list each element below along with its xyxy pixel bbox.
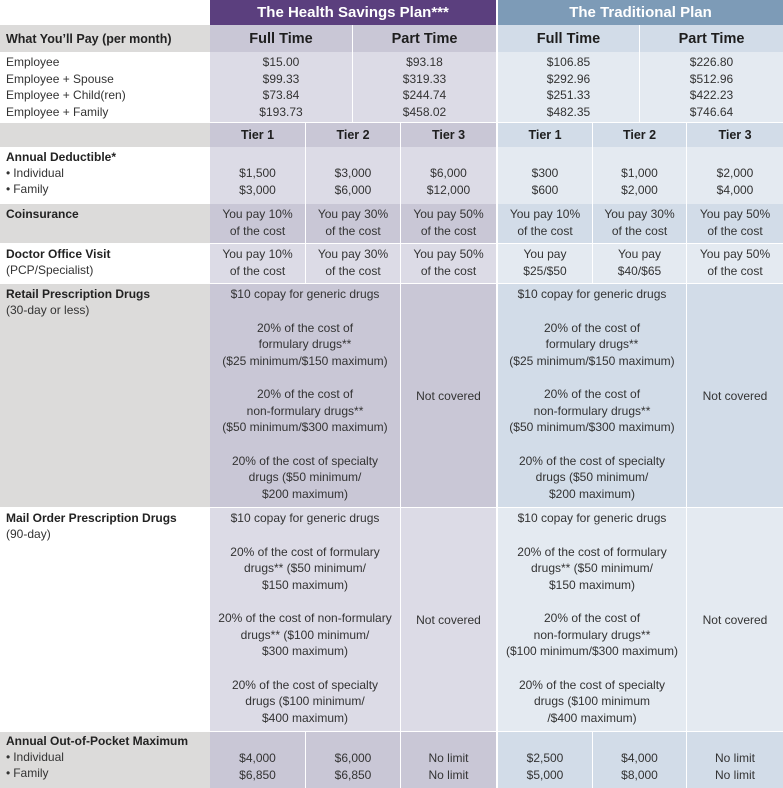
trad-part-time-header: Part Time — [640, 25, 783, 52]
rate-value: $319.33 — [402, 71, 447, 86]
mail-order-row — [0, 508, 783, 731]
mail-generic: $10 copay for generic drugs — [517, 511, 667, 525]
doctor-value: You pay 30% — [317, 247, 389, 261]
mail-nonformulary: 20% of the cost of — [543, 611, 641, 625]
retail-formulary: 20% of the cost of — [543, 320, 641, 335]
not-covered: Not covered — [702, 612, 768, 627]
oop-value: No limit — [428, 767, 469, 782]
mail-generic: $10 copay for generic drugs — [230, 511, 380, 525]
doctor-value: You pay — [523, 247, 567, 261]
doctor-value: You pay 10% — [222, 247, 293, 261]
deductible-value: $6,000 — [334, 182, 372, 197]
pay-row-label: Employee + Family — [6, 104, 109, 119]
traditional-plan-title: The Traditional Plan — [498, 0, 783, 25]
retail-formulary: 20% of the cost of — [256, 320, 354, 335]
deductible-value: $1,500 — [239, 166, 276, 180]
doctor-visit-sub: (PCP/Specialist) — [6, 263, 94, 277]
deductible-title: Annual Deductible* — [6, 150, 117, 164]
mail-specialty: 20% of the cost of specialty — [518, 677, 666, 692]
rate-value: $244.74 — [402, 88, 447, 102]
not-covered: Not covered — [416, 388, 481, 403]
not-covered: Not covered — [416, 612, 481, 627]
oop-value: $8,000 — [621, 767, 658, 782]
retail-specialty: 20% of the cost of specialty — [231, 453, 379, 468]
mail-specialty: /$400 maximum) — [547, 710, 637, 725]
mail-specialty: drugs ($100 minimum — [533, 694, 651, 708]
oop-value: $6,850 — [239, 767, 276, 782]
mail-title: Mail Order Prescription Drugs — [6, 511, 177, 525]
individual-label: • Individual — [6, 165, 210, 181]
retail-specialty: $200 maximum) — [548, 486, 636, 501]
coinsurance-value: of the cost — [229, 223, 286, 238]
pay-values-row — [0, 52, 783, 122]
deductible-value: $600 — [531, 182, 559, 197]
deductible-value: $2,000 — [621, 182, 658, 197]
retail-generic: $10 copay for generic drugs — [517, 287, 667, 301]
coinsurance-value: of the cost — [517, 223, 573, 238]
doctor-value: You pay — [618, 247, 661, 261]
retail-specialty: 20% of the cost of specialty — [518, 453, 666, 468]
mail-nonformulary: ($100 minimum/$300 maximum) — [505, 644, 679, 658]
rate-value: $15.00 — [262, 55, 300, 69]
doctor-value: of the cost — [707, 263, 763, 278]
coinsurance-value: You pay 30% — [317, 207, 389, 221]
trad-full-time-header: Full Time — [498, 25, 640, 52]
retail-sub: (30-day or less) — [6, 303, 90, 317]
deductible-row — [0, 147, 783, 204]
rate-value: $106.85 — [546, 55, 591, 69]
tier-header-row — [0, 123, 783, 147]
trad-full-time-rates — [498, 52, 640, 122]
hsa-full-time-rates — [210, 52, 353, 122]
retail-specialty: drugs ($50 minimum/ — [535, 470, 649, 484]
coinsurance-value: You pay 50% — [413, 207, 484, 221]
deductible-value: $300 — [531, 166, 559, 180]
doctor-visit-row — [0, 244, 783, 283]
hsa-retail-tiers-1-2 — [210, 284, 401, 507]
rate-value: $226.80 — [689, 55, 734, 69]
mail-formulary: $150 maximum) — [261, 577, 349, 592]
tier-label: Tier 3 — [687, 123, 783, 147]
retail-nonformulary: ($50 minimum/$300 maximum) — [509, 420, 675, 434]
retail-formulary: formulary drugs** — [545, 337, 639, 351]
doctor-value: You pay 50% — [413, 247, 484, 261]
oop-value: No limit — [714, 751, 755, 765]
retail-formulary: formulary drugs** — [258, 337, 352, 351]
oop-value: $6,000 — [334, 751, 372, 765]
trad-mail-tiers-1-2 — [498, 508, 687, 731]
mail-nonformulary: drugs** ($100 minimum/ — [240, 627, 370, 642]
pay-header-row — [0, 25, 783, 52]
oop-title: Annual Out-of-Pocket Maximum — [6, 734, 189, 748]
doctor-value: of the cost — [420, 263, 477, 278]
mail-formulary: drugs** ($50 minimum/ — [530, 561, 654, 575]
retail-nonformulary: non-formulary drugs** — [533, 403, 651, 418]
tier-label: Tier 1 — [498, 123, 593, 147]
mail-formulary: $150 maximum) — [548, 577, 636, 592]
mail-nonformulary: non-formulary drugs** — [533, 627, 651, 642]
trad-part-time-rates — [640, 52, 783, 122]
coinsurance-value: of the cost — [707, 223, 763, 238]
coinsurance-value: of the cost — [420, 223, 477, 238]
retail-specialty: $200 maximum) — [261, 486, 349, 501]
retail-nonformulary: non-formulary drugs** — [246, 403, 364, 418]
tier-label: Tier 3 — [401, 123, 496, 147]
deductible-value: $4,000 — [716, 182, 754, 197]
mail-nonformulary: 20% of the cost of non-formulary — [218, 611, 392, 625]
doctor-value: of the cost — [325, 263, 381, 278]
oop-value: $6,850 — [334, 767, 372, 782]
coinsurance-value: You pay 10% — [222, 207, 293, 221]
oop-value: $4,000 — [239, 751, 276, 765]
deductible-value: $2,000 — [716, 166, 754, 180]
hsa-plan-title: The Health Savings Plan*** — [210, 0, 496, 25]
pay-label: What You’ll Pay (per month) — [0, 25, 210, 52]
retail-nonformulary: 20% of the cost of — [543, 387, 641, 401]
rate-value: $482.35 — [546, 104, 591, 119]
rate-value: $422.23 — [689, 88, 734, 102]
out-of-pocket-row — [0, 732, 783, 788]
coinsurance-value: of the cost — [611, 223, 668, 238]
mail-specialty: $400 maximum) — [261, 710, 349, 725]
family-label: • Family — [6, 765, 210, 781]
hsa-mail-tiers-1-2 — [210, 508, 401, 731]
rate-value: $458.02 — [402, 104, 447, 119]
hsa-part-time-rates — [353, 52, 496, 122]
rate-value: $251.33 — [546, 88, 591, 102]
doctor-value: of the cost — [229, 263, 286, 278]
rate-value: $73.84 — [262, 88, 300, 102]
deductible-value: $1,000 — [621, 166, 658, 180]
doctor-visit-title: Doctor Office Visit — [6, 247, 111, 261]
coinsurance-title: Coinsurance — [6, 207, 79, 221]
mail-nonformulary: $300 maximum) — [261, 644, 349, 658]
hsa-full-time-header: Full Time — [210, 25, 353, 52]
retail-nonformulary: 20% of the cost of — [256, 387, 354, 401]
pay-row-label: Employee + Child(ren) — [6, 88, 126, 102]
coinsurance-row — [0, 204, 783, 243]
rate-value: $93.18 — [406, 55, 443, 69]
mail-sub: (90-day) — [6, 527, 51, 541]
rate-value: $512.96 — [689, 71, 734, 86]
doctor-value: You pay 50% — [699, 247, 771, 261]
coinsurance-value: of the cost — [325, 223, 381, 238]
oop-value: $5,000 — [526, 767, 564, 782]
deductible-value: $6,000 — [430, 166, 467, 180]
pay-row-label: Employee + Spouse — [6, 71, 114, 86]
pay-row-label: Employee — [6, 55, 60, 69]
mail-formulary: drugs** ($50 minimum/ — [243, 561, 367, 575]
doctor-value: $40/$65 — [617, 263, 662, 278]
retail-generic: $10 copay for generic drugs — [230, 287, 380, 301]
oop-value: $4,000 — [621, 751, 658, 765]
deductible-value: $3,000 — [239, 182, 276, 197]
rate-value: $193.73 — [259, 104, 303, 119]
mail-formulary: 20% of the cost of formulary — [230, 544, 380, 559]
oop-value: No limit — [428, 751, 469, 765]
retail-specialty: drugs ($50 minimum/ — [248, 470, 362, 484]
retail-nonformulary: ($50 minimum/$300 maximum) — [222, 420, 388, 434]
mail-specialty: drugs ($100 minimum/ — [245, 694, 365, 708]
coinsurance-value: You pay 30% — [604, 207, 675, 221]
rate-value: $746.64 — [689, 104, 734, 119]
tier-label: Tier 2 — [593, 123, 687, 147]
retail-drugs-row — [0, 284, 783, 507]
trad-retail-tiers-1-2 — [498, 284, 687, 507]
coinsurance-value: You pay 50% — [699, 207, 771, 221]
tier-label: Tier 2 — [306, 123, 401, 147]
deductible-value: $12,000 — [426, 182, 471, 197]
doctor-value: $25/$50 — [523, 263, 567, 278]
mail-formulary: 20% of the cost of formulary — [517, 544, 667, 559]
retail-formulary: ($25 minimum/$150 maximum) — [222, 353, 388, 368]
not-covered: Not covered — [702, 388, 768, 403]
tier-label: Tier 1 — [210, 123, 306, 147]
plan-header-row — [0, 0, 783, 25]
hsa-part-time-header: Part Time — [353, 25, 496, 52]
oop-value: No limit — [714, 767, 755, 782]
individual-label: • Individual — [6, 749, 210, 765]
rate-value: $99.33 — [262, 71, 300, 86]
rate-value: $292.96 — [546, 71, 591, 86]
retail-formulary: ($25 minimum/$150 maximum) — [509, 353, 675, 368]
mail-specialty: 20% of the cost of specialty — [231, 677, 379, 692]
family-label: • Family — [6, 181, 210, 197]
retail-title: Retail Prescription Drugs — [6, 287, 151, 301]
oop-value: $2,500 — [526, 751, 564, 765]
coinsurance-value: You pay 10% — [509, 207, 581, 221]
deductible-value: $3,000 — [334, 166, 372, 180]
